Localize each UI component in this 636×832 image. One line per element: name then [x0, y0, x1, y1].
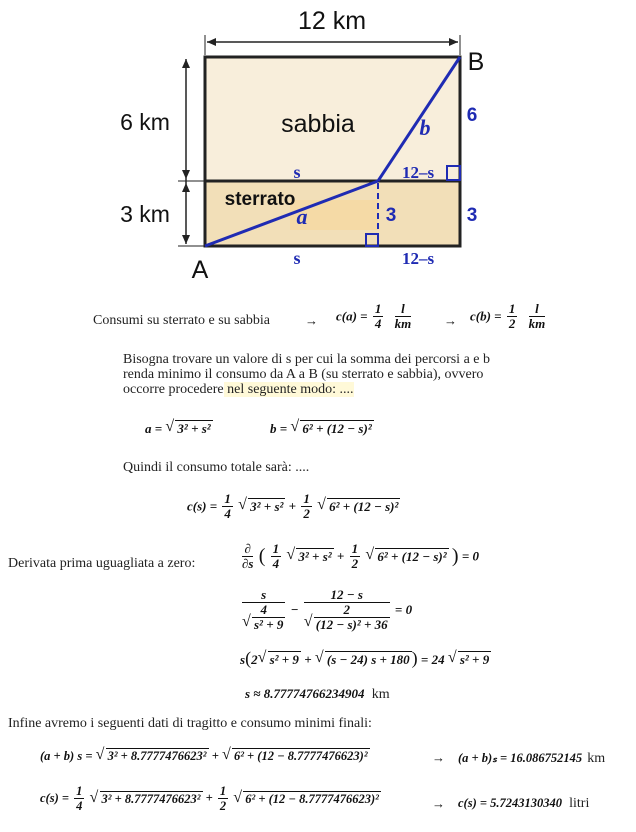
route-diagram [0, 0, 636, 290]
final-intro: Infine avremo i seguenti dati di tragitto e consumo minimi finali: [8, 716, 372, 731]
arrow-3: → [432, 750, 445, 765]
region-sand-label: sabbia [281, 110, 355, 138]
formula-derivative-expanded: s 4 √ s² + 9 − 12 − s 2 √ (12 − s)² + 36 = 0 [240, 588, 412, 632]
point-b-label: B [467, 48, 485, 76]
segment-a-label: a [296, 204, 308, 229]
segment-b-label: b [419, 115, 431, 140]
arrow-4: → [432, 796, 445, 811]
formula-cs: c(s) = $\frac{1}{4}$ √ 3² + s² + $\frac{1}{2}$ √ 6² + (12 − s)² [187, 492, 400, 521]
problem-paragraph: Bisogna trovare un valore di s per cui la somma dei percorsi a e b renda minimo il consumo da A a B (su sterrato e sabbia), ovvero occorre procedere nel seguente modo: .... [123, 352, 490, 397]
side-6-label: 6 [466, 105, 478, 126]
side-3-right-label: 3 [466, 205, 478, 226]
derivata-label: Derivata prima uguagliata a zero: [8, 556, 196, 571]
consumption-result: c(s) = 5.7243130340 litri [458, 796, 590, 811]
formula-simplified: s(2√ s² + 9 + √ (s − 24) s + 180 ) = 24 √ s² + 9 [240, 648, 491, 669]
formula-b: b = √ 6² + (12 − s)² [270, 420, 374, 437]
quindi-text: Quindi il consumo totale sarà: .... [123, 460, 310, 475]
width-arrow-left [207, 38, 216, 46]
top-12s-label: 12–s [401, 163, 435, 182]
arrow-1: → [305, 313, 318, 328]
side-3-inner-label: 3 [385, 205, 397, 226]
s-result: s ≈ 8.77774766234904 km [245, 686, 390, 702]
arrow-2: → [444, 313, 457, 328]
top-s-label: s [293, 162, 301, 182]
width-label: 12 km [297, 7, 367, 35]
formula-a: a = √ 3² + s² [145, 420, 213, 437]
formula-final-consumption: c(s) = $\frac{1}{4}$ √ 3² + 8.7777476623² + $\frac{1}{2}$ √ 6² + (12 − 8.7777476623)² [40, 784, 381, 813]
formula-derivative: $\frac{\partial}{\partial s}$ ( $\frac{1}{4}$ √ 3² + s² + $\frac{1}{2}$ √ 6² + (12 − s)² ) = 0 [240, 542, 479, 571]
height-top-label: 6 km [120, 109, 170, 135]
distance-result: (a + b)ₛ = 16.086752145 km [458, 751, 606, 766]
width-arrow-right [449, 38, 458, 46]
bottom-12s-label: 12–s [401, 249, 435, 268]
formula-final-distance: (a + b) s = √ 3² + 8.7777476623² + √ 6² + (12 − 8.7777476623)² [40, 748, 370, 764]
consumo-a: c(a) = $\frac{1}{4}$ $\frac{l}{km}$ [336, 301, 412, 331]
bottom-s-label: s [293, 248, 301, 268]
consumo-b: c(b) = $\frac{1}{2}$ $\frac{l}{km}$ [470, 301, 546, 331]
point-a-label: A [191, 256, 209, 284]
region-dirt-label: sterrato [224, 189, 296, 210]
height-bottom-label: 3 km [120, 201, 170, 227]
consumi-label: Consumi su sterrato e su sabbia [93, 313, 270, 328]
